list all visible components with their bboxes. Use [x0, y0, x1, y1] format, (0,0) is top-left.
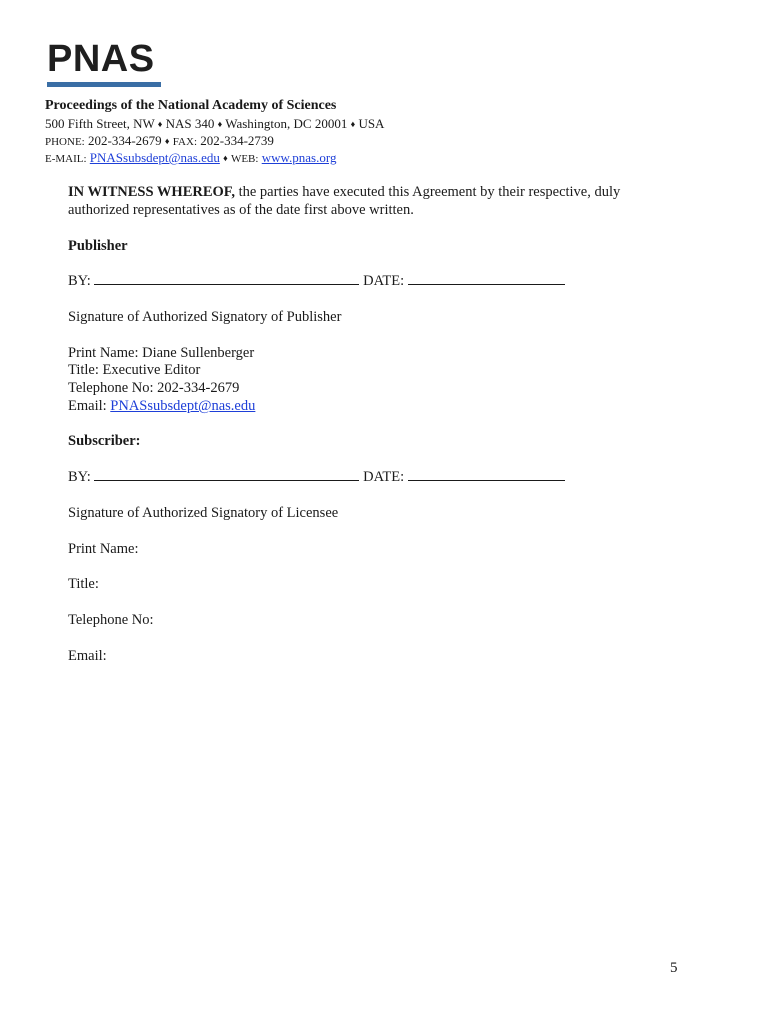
publisher-signature-line[interactable]	[94, 272, 359, 285]
witness-line1-rest: the parties have executed this Agreement by their respective, duly	[234, 184, 621, 200]
organization-name: Proceedings of the National Academy of Sciences	[45, 98, 337, 113]
witness-line-2: authorized representatives as of the date first above written.	[68, 202, 414, 218]
diamond-separator-icon: ♦	[223, 153, 228, 163]
publisher-email-label: Email:	[68, 398, 111, 414]
phone-fax-line	[45, 133, 274, 149]
logo-underline-bar	[47, 82, 161, 87]
diamond-separator-icon: ♦	[164, 136, 170, 146]
publisher-email-row	[68, 397, 255, 415]
subscriber-print-name-label: Print Name:	[68, 541, 139, 557]
header-web-link[interactable]: www.pnas.org	[261, 150, 337, 165]
publisher-email-link[interactable]: PNASsubsdept@nas.edu	[110, 398, 256, 414]
phone-label: PHONE:	[45, 136, 85, 148]
subscriber-title-label: Title:	[68, 576, 99, 592]
subscriber-heading: Subscriber:	[68, 433, 141, 449]
subscriber-by-label: BY:	[68, 469, 91, 485]
publisher-print-name: Print Name: Diane Sullenberger	[68, 345, 255, 361]
diamond-separator-icon: ♦	[157, 119, 163, 129]
address-country: USA	[358, 116, 385, 131]
publisher-date-label: DATE:	[363, 273, 405, 289]
witness-line-1	[68, 183, 620, 201]
address-city: Washington, DC 20001	[225, 116, 348, 131]
publisher-signature-caption: Signature of Authorized Signatory of Publisher	[68, 309, 342, 325]
web-label: WEB:	[230, 153, 259, 165]
subscriber-date-line[interactable]	[408, 468, 565, 481]
subscriber-signature-line[interactable]	[94, 468, 359, 481]
publisher-date-line[interactable]	[408, 272, 565, 285]
publisher-telephone: Telephone No: 202-334-2679	[68, 380, 240, 396]
witness-lead: IN WITNESS WHEREOF,	[68, 184, 235, 200]
pnas-logo: PNAS	[47, 38, 155, 80]
publisher-by-label: BY:	[68, 273, 91, 289]
header-email-link[interactable]: PNASsubsdept@nas.edu	[89, 150, 220, 165]
address-street: 500 Fifth Street, NW	[45, 116, 155, 131]
diamond-separator-icon: ♦	[217, 119, 223, 129]
subscriber-signature-caption: Signature of Authorized Signatory of Licensee	[68, 505, 339, 521]
page-number: 5	[670, 960, 678, 976]
phone-number: 202-334-2679	[87, 133, 162, 148]
subscriber-signature-row	[68, 468, 565, 486]
email-web-line	[45, 150, 336, 166]
subscriber-telephone-label: Telephone No:	[68, 612, 154, 628]
diamond-separator-icon: ♦	[350, 119, 356, 129]
fax-number: 202-334-2739	[200, 133, 274, 148]
address-line	[45, 116, 384, 132]
subscriber-date-label: DATE:	[363, 469, 405, 485]
publisher-title: Title: Executive Editor	[68, 362, 201, 378]
subscriber-email-label: Email:	[68, 648, 107, 664]
address-suite: NAS 340	[165, 116, 215, 131]
publisher-signature-row	[68, 272, 565, 290]
email-label: E-MAIL:	[45, 153, 87, 165]
fax-label: FAX:	[172, 136, 197, 148]
publisher-heading: Publisher	[68, 238, 128, 254]
